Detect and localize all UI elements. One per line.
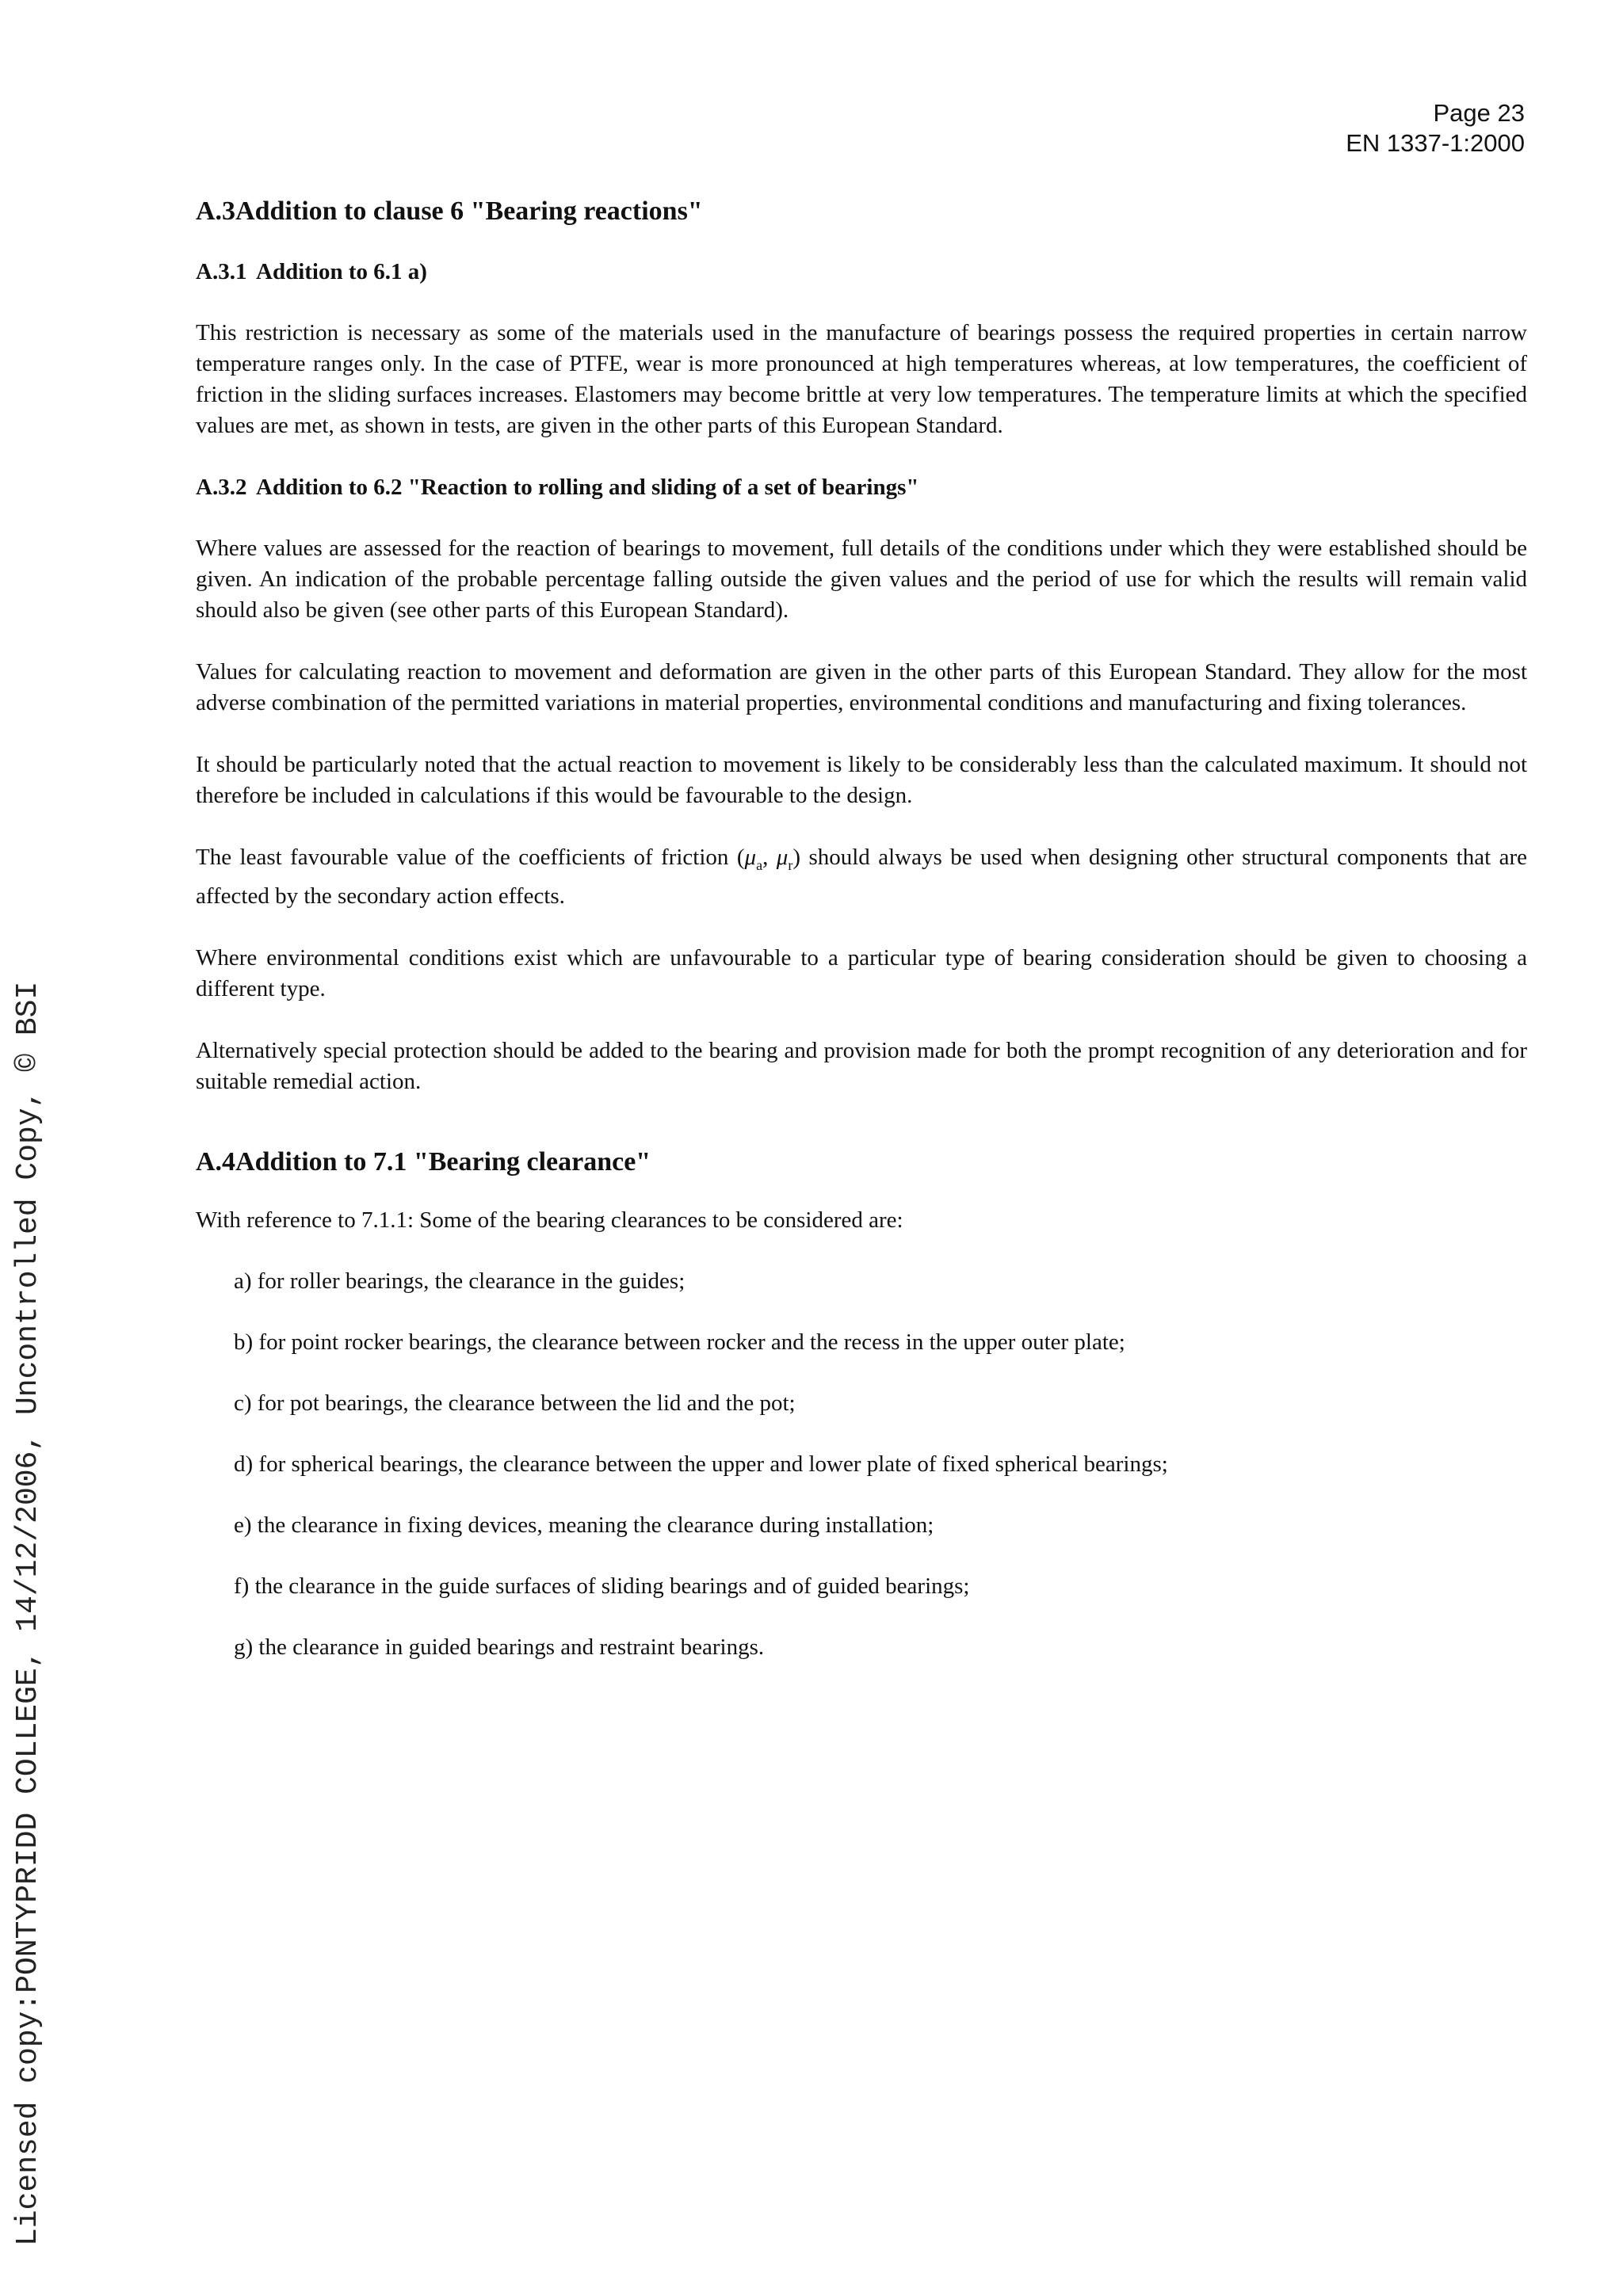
page-header <box>1346 98 1525 158</box>
list-item: f) the clearance in the guide surfaces of sliding bearings and of guided bearings; <box>234 1573 970 1599</box>
standard-reference: EN 1337-1:2000 <box>1346 129 1525 157</box>
mu-a-symbol: $\mu_a$ <box>744 845 763 873</box>
list-item: b) for point rocker bearings, the clearance between rocker and the recess in the upper outer plate; <box>234 1329 1125 1355</box>
section-a3-number: A.3 <box>196 196 236 226</box>
list-item: d) for spherical bearings, the clearance between the upper and lower plate of fixed spherical bearings; <box>234 1451 1168 1477</box>
subsection-a32-heading <box>196 471 1527 503</box>
section-a4-heading <box>196 1145 1527 1180</box>
paragraph-environmental-conditions: Where environmental conditions exist which are unfavourable to a particular type of bearing consideration should be given to choosing a different type. <box>196 944 1527 1001</box>
list-item: e) the clearance in fixing devices, meaning the clearance during installation; <box>234 1512 934 1538</box>
page-number: Page 23 <box>1433 99 1525 127</box>
friction-text-before: The least favourable value of the coefficients of friction ( <box>196 845 745 870</box>
paragraph-reaction-note: It should be particularly noted that the actual reaction to movement is likely to be considerably less than the calculated maximum. It should not therefore be included in calculations if this would be favourable to the design. <box>196 752 1527 808</box>
paragraph-temperature-restriction: This restriction is necessary as some of the materials used in the manufacture of bearings possess the required properties in certain narrow temperature ranges only. In the case of PTFE, wear is more pronounced at high temperatures whereas, at low temperatures, the coefficient of friction in the sliding surfaces increases. Elastomers may become brittle at very low temperatures. The temperature limits at which the specified values are met, as shown in tests, are given in the other parts of this European Standard. <box>196 320 1527 438</box>
paragraph-special-protection: Alternatively special protection should be added to the bearing and provision made for both the prompt recognition of any deterioration and for suitable remedial action. <box>196 1037 1527 1094</box>
clearance-list <box>196 1266 1527 1663</box>
subsection-a32-title: Addition to 6.2 "Reaction to rolling and sliding of a set of bearings" <box>256 475 919 500</box>
section-a3-title: Addition to clause 6 "Bearing reactions" <box>235 196 703 226</box>
section-a3-heading <box>196 194 1527 229</box>
paragraph-clearance-intro: With reference to 7.1.1: Some of the bearing clearances to be considered are: <box>196 1207 903 1233</box>
subsection-a31-title: Addition to 6.1 a) <box>256 259 427 284</box>
friction-text-after: ) should always be used when designing other structural components that are affected by the secondary action effects. <box>196 845 1528 909</box>
list-item: a) for roller bearings, the clearance in the guides; <box>234 1268 685 1294</box>
paragraph-calculating-values: Values for calculating reaction to movement and deformation are given in the other parts of this European Standard. They allow for the most adverse combination of the permitted variations in material properties, environmental conditions and manufacturing and fixing tolerances. <box>196 659 1527 715</box>
subsection-a32-number: A.3.2 <box>196 475 247 500</box>
section-a4-title: Addition to 7.1 "Bearing clearance" <box>235 1146 651 1177</box>
license-watermark: Licensed copy:PONTYPRIDD COLLEGE, 14/12/2006, Uncontrolled Copy, © BSI <box>11 981 45 2246</box>
document-body <box>196 194 1527 1693</box>
paragraph-friction-coefficients: The least favourable value of the coefficients of friction ($\mu_a$, $\mu_r$) should always be used when designing other structural components that are affected by the secondary action effects. <box>196 845 1528 909</box>
mu-r-symbol: $\mu_r$ <box>776 845 793 873</box>
paragraph-values-assessed: Where values are assessed for the reaction of bearings to movement, full details of the conditions under which they were established should be given. An indication of the probable percentage falling outside the given values and the period of use for which the results will remain valid should also be given (see other parts of this European Standard). <box>196 536 1527 623</box>
section-a4-number: A.4 <box>196 1146 236 1177</box>
subsection-a31-heading <box>196 256 1527 288</box>
list-item: g) the clearance in guided bearings and restraint bearings. <box>234 1634 765 1660</box>
list-item: c) for pot bearings, the clearance between the lid and the pot; <box>234 1390 796 1416</box>
subsection-a31-number: A.3.1 <box>196 259 247 284</box>
